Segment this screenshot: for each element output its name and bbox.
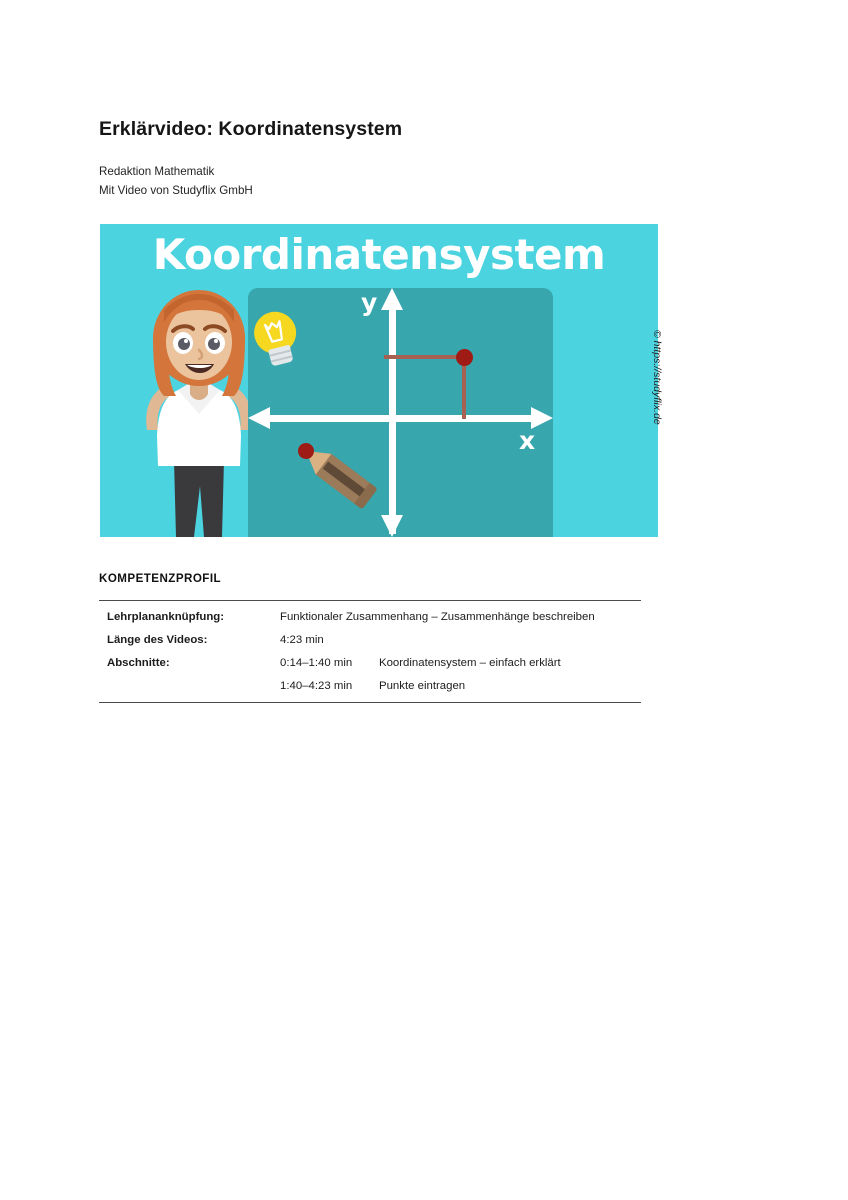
thumbnail-artwork <box>100 224 658 537</box>
row-label-spacer <box>99 675 280 703</box>
video-thumbnail[interactable] <box>100 224 658 537</box>
row-label-sections: Abschnitte: <box>107 656 170 669</box>
y-axis-down-arrow-icon <box>381 515 403 537</box>
y-axis-label: y <box>361 288 378 317</box>
lightbulb-icon <box>250 306 309 373</box>
section-time-2: 1:40–4:23 min <box>280 679 353 692</box>
row-value-duration: 4:23 min <box>280 633 324 646</box>
table-row <box>99 675 641 703</box>
byline <box>99 163 719 201</box>
y-axis-up-arrow-icon <box>381 288 403 310</box>
x-axis-line <box>258 415 543 422</box>
page-title: Erklärvideo: Koordinatensystem <box>99 118 403 140</box>
table-row <box>99 601 641 629</box>
coordinate-system-panel <box>248 288 553 537</box>
competency-profile-table <box>99 600 641 703</box>
row-label-duration: Länge des Videos: <box>107 633 208 646</box>
x-axis-label: x <box>519 426 536 455</box>
plotted-point <box>456 349 473 366</box>
pencil-icon <box>298 441 381 512</box>
competency-profile-heading: KOMPETENZPROFIL <box>99 572 222 585</box>
table-row <box>99 652 641 675</box>
row-label-curriculum: Lehrplananknüpfung: <box>107 611 225 623</box>
byline-video-source: Mit Video von Studyflix GmbH <box>99 184 253 198</box>
copyright-notice: © https://studyflix.de <box>651 330 663 425</box>
byline-editorial: Redaktion Mathematik <box>99 165 215 179</box>
document-header <box>99 118 719 201</box>
section-title-2: Punkte eintragen <box>379 679 466 692</box>
row-value-curriculum: Funktionaler Zusammenhang – Zusammenhänge beschreiben <box>280 611 595 623</box>
thumbnail-title: Koordinatensystem <box>152 230 606 279</box>
competency-profile-section <box>99 572 641 703</box>
x-axis-left-arrow-icon <box>248 407 270 429</box>
point-horizontal-guide-line <box>384 355 464 359</box>
character-illustration <box>134 290 264 537</box>
section-title-1: Koordinatensystem – einfach erklärt <box>379 656 561 669</box>
section-time-1: 0:14–1:40 min <box>280 656 353 669</box>
table-row <box>99 629 641 652</box>
point-vertical-guide-line <box>462 357 466 419</box>
